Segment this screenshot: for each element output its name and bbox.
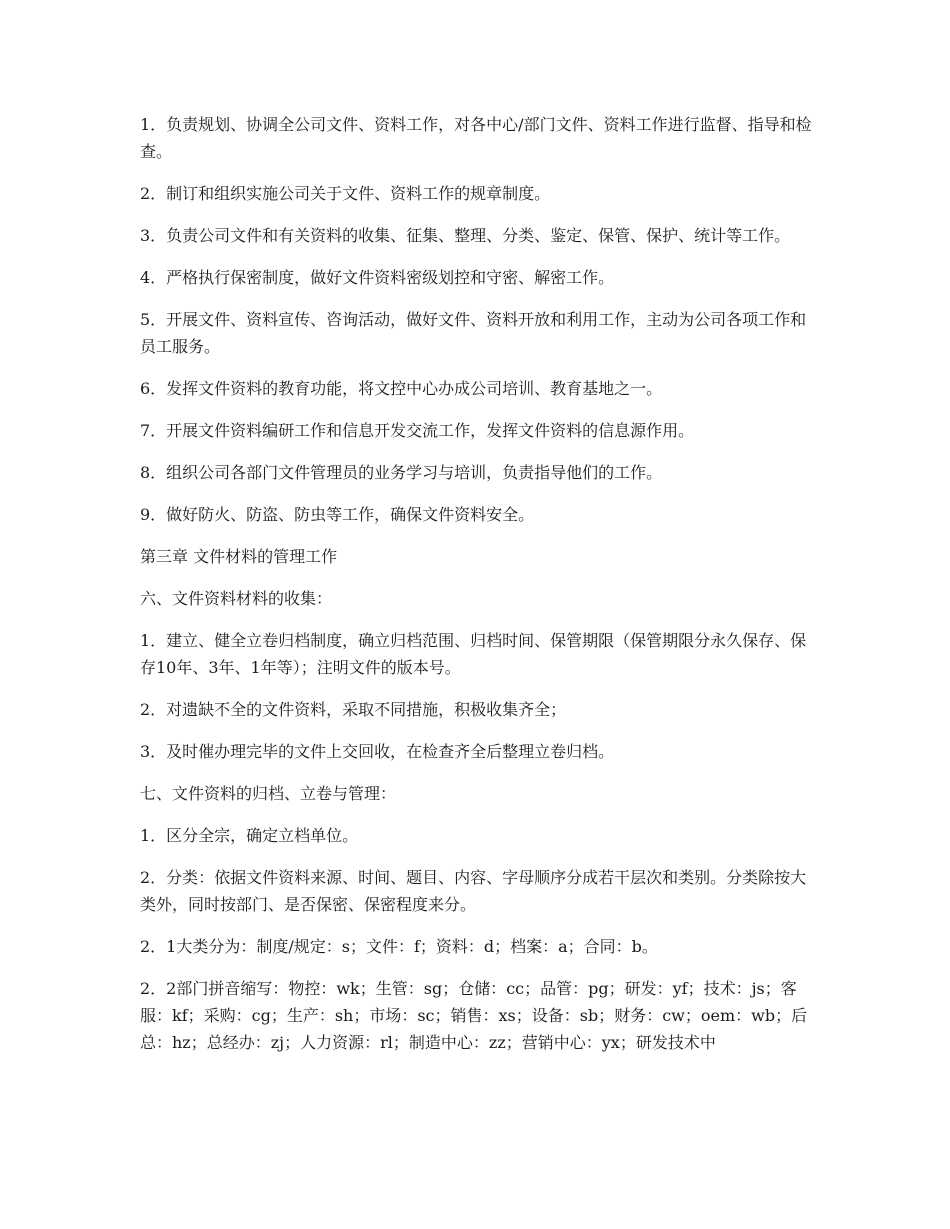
- paragraph-duty-4: 4．严格执行保密制度，做好文件资料密级划控和守密、解密工作。: [140, 268, 615, 287]
- paragraph-duty-5: 5．开展文件、资料宣传、咨询活动，做好文件、资料开放和利用工作，主动为公司各项工作和员工服务。: [140, 310, 807, 356]
- section-heading-filing: 七、文件资料的归档、立卷与管理：: [140, 784, 397, 803]
- paragraph-filing-2-2: 2．2部门拼音缩写：物控：wk；生管：sg；仓储：cc；品管：pg；研发：yf；技术：js；客服：kf；采购：cg；生产：sh；市场：sc；销售：xs；设备：sb；财务：cw；oem：wb；后总：hz；总经办：zj；人力资源：rl；制造中心：zz；营销中心：yx；研发技术中: [140, 979, 808, 1052]
- paragraph-duty-3: 3．负责公司文件和有关资料的收集、征集、整理、分类、鉴定、保管、保护、统计等工作。: [140, 226, 791, 245]
- section-heading-collection: 六、文件资料材料的收集：: [140, 589, 333, 608]
- paragraph-duty-1: 1．负责规划、协调全公司文件、资料工作，对各中心/部门文件、资料工作进行监督、指导和检查。: [140, 115, 812, 161]
- paragraph-duty-7: 7．开展文件资料编研工作和信息开发交流工作，发挥文件资料的信息源作用。: [140, 421, 695, 440]
- paragraph-duty-2: 2．制订和组织实施公司关于文件、资料工作的规章制度。: [140, 184, 551, 203]
- paragraph-collection-2: 2．对遗缺不全的文件资料，采取不同措施，积极收集齐全；: [140, 700, 567, 719]
- paragraph-duty-9: 9．做好防火、防盗、防虫等工作，确保文件资料安全。: [140, 505, 535, 524]
- document-body: [140, 111, 812, 1071]
- paragraph-filing-2: 2．分类：依据文件资料来源、时间、题目、内容、字母顺序分成若干层次和类别。分类除按大类外，同时按部门、是否保密、保密程度来分。: [140, 868, 807, 914]
- paragraph-filing-2-1: 2．1大类分为：制度/规定：s；文件：f；资料：d；档案：a；合同：b。: [140, 937, 658, 956]
- paragraph-collection-3: 3．及时催办理完毕的文件上交回收，在检查齐全后整理立卷归档。: [140, 742, 615, 761]
- paragraph-collection-1: 1．建立、健全立卷归档制度，确立归档范围、归档时间、保管期限（保管期限分永久保存、保存10年、3年、1年等）；注明文件的版本号。: [140, 631, 807, 677]
- paragraph-filing-1: 1．区分全宗，确定立档单位。: [140, 826, 359, 845]
- chapter-heading: 第三章 文件材料的管理工作: [140, 547, 338, 566]
- paragraph-duty-6: 6．发挥文件资料的教育功能，将文控中心办成公司培训、教育基地之一。: [140, 379, 663, 398]
- paragraph-duty-8: 8．组织公司各部门文件管理员的业务学习与培训，负责指导他们的工作。: [140, 463, 663, 482]
